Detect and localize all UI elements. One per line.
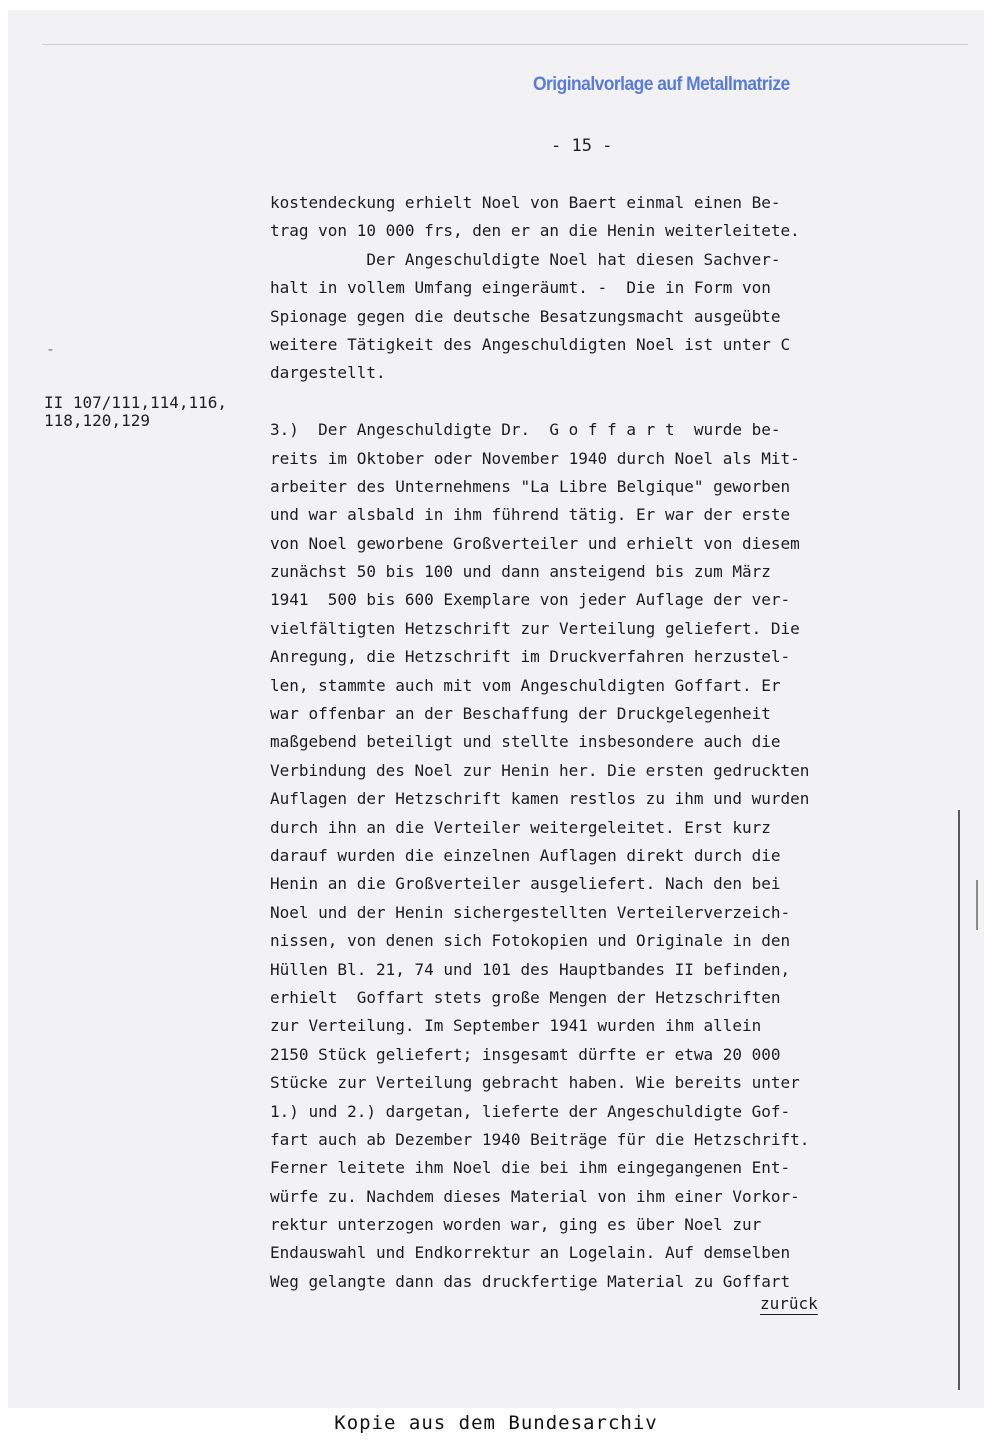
text-line: Noel und der Henin sichergestellten Verteilerverzeich- xyxy=(270,902,791,922)
text-line: dargestellt. xyxy=(270,363,386,383)
text-line: darauf wurden die einzelnen Auflagen direkt durch die xyxy=(270,845,781,865)
text-line: len, stammte auch mit vom Angeschuldigten Goffart. Er xyxy=(270,675,781,695)
text-line: würfe zu. Nachdem dieses Material von ihm einer Vorkor- xyxy=(270,1186,800,1206)
text-line: trag von 10 000 frs, den er an die Henin weiterleitete. xyxy=(270,221,800,241)
page-number: - 15 - xyxy=(551,136,613,156)
body-text xyxy=(270,189,930,1296)
text-line: erhielt Goffart stets große Mengen der Hetzschriften xyxy=(270,987,781,1007)
text-line: nissen, von denen sich Fotokopien und Originale in den xyxy=(270,931,791,951)
text-line: fart auch ab Dezember 1940 Beiträge für die Hetzschrift. xyxy=(270,1129,810,1149)
text-line: zur Verteilung. Im September 1941 wurden ihm allein xyxy=(270,1016,762,1036)
text-line: weitere Tätigkeit des Angeschuldigten Noel ist unter C xyxy=(270,334,791,354)
text-line: Anregung, die Hetzschrift im Druckverfahren herzustel- xyxy=(270,647,791,667)
text-line: Ferner leitete ihm Noel die bei ihm eingegangenen Ent- xyxy=(270,1158,791,1178)
text-line: 3.) Der Angeschuldigte Dr. G o f f a r t wurde be- xyxy=(270,420,781,440)
text-line: war offenbar an der Beschaffung der Druckgelegenheit xyxy=(270,704,771,724)
margin-dash: - xyxy=(46,340,56,358)
right-edge-mark-small xyxy=(976,880,978,930)
margin-references xyxy=(44,394,227,430)
text-line: Weg gelangte dann das druckfertige Material zu Goffart xyxy=(270,1271,791,1291)
text-line: reits im Oktober oder November 1940 durch Noel als Mit- xyxy=(270,448,800,468)
text-line: arbeiter des Unternehmens "La Libre Belgique" geworben xyxy=(270,476,791,496)
text-line: vielfältigten Hetzschrift zur Verteilung geliefert. Die xyxy=(270,618,800,638)
text-line: und war alsbald in ihm führend tätig. Er war der erste xyxy=(270,505,791,525)
text-line xyxy=(270,388,930,416)
text-line: Verbindung des Noel zur Henin her. Die ersten gedruckten xyxy=(270,760,810,780)
catchword: zurück xyxy=(760,1294,818,1313)
text-line: von Noel geworbene Großverteiler und erhielt von diesem xyxy=(270,533,800,553)
text-line: 1941 500 bis 600 Exemplare von jeder Auflage der ver- xyxy=(270,590,791,610)
text-line: Auflagen der Hetzschrift kamen restlos zu ihm und wurden xyxy=(270,789,810,809)
text-line: rektur unterzogen worden war, ging es über Noel zur xyxy=(270,1215,762,1235)
top-rule xyxy=(42,44,968,45)
text-line: 2150 Stück geliefert; insgesamt dürfte er etwa 20 000 xyxy=(270,1044,781,1064)
archive-footer: Kopie aus dem Bundesarchiv xyxy=(334,1412,658,1434)
margin-ref-line: 118,120,129 xyxy=(44,411,150,430)
text-line: maßgebend beteiligt und stellte insbesondere auch die xyxy=(270,732,781,752)
text-line: Stücke zur Verteilung gebracht haben. Wie bereits unter xyxy=(270,1073,800,1093)
text-line: durch ihn an die Verteiler weitergeleitet. Erst kurz xyxy=(270,817,771,837)
text-line: Endauswahl und Endkorrektur an Logelain. Auf demselben xyxy=(270,1243,791,1263)
margin-ref-line: II 107/111,114,116, xyxy=(44,393,228,412)
text-line: zunächst 50 bis 100 und dann ansteigend bis zum März xyxy=(270,562,771,582)
text-line: Der Angeschuldigte Noel hat diesen Sachver- xyxy=(270,249,781,269)
text-line: Henin an die Großverteiler ausgeliefert. Nach den bei xyxy=(270,874,781,894)
text-line: kostendeckung erhielt Noel von Baert einmal einen Be- xyxy=(270,193,781,212)
text-line: Spionage gegen die deutsche Besatzungsmacht ausgeübte xyxy=(270,306,781,326)
text-line: 1.) und 2.) dargetan, lieferte der Angeschuldigte Gof- xyxy=(270,1101,791,1121)
text-line: Hüllen Bl. 21, 74 und 101 des Hauptbandes II befinden, xyxy=(270,959,791,979)
archive-stamp: Originalvorlage auf Metallmatrize xyxy=(533,74,790,95)
right-edge-mark xyxy=(958,810,960,1390)
text-line: halt in vollem Umfang eingeräumt. - Die in Form von xyxy=(270,278,771,298)
